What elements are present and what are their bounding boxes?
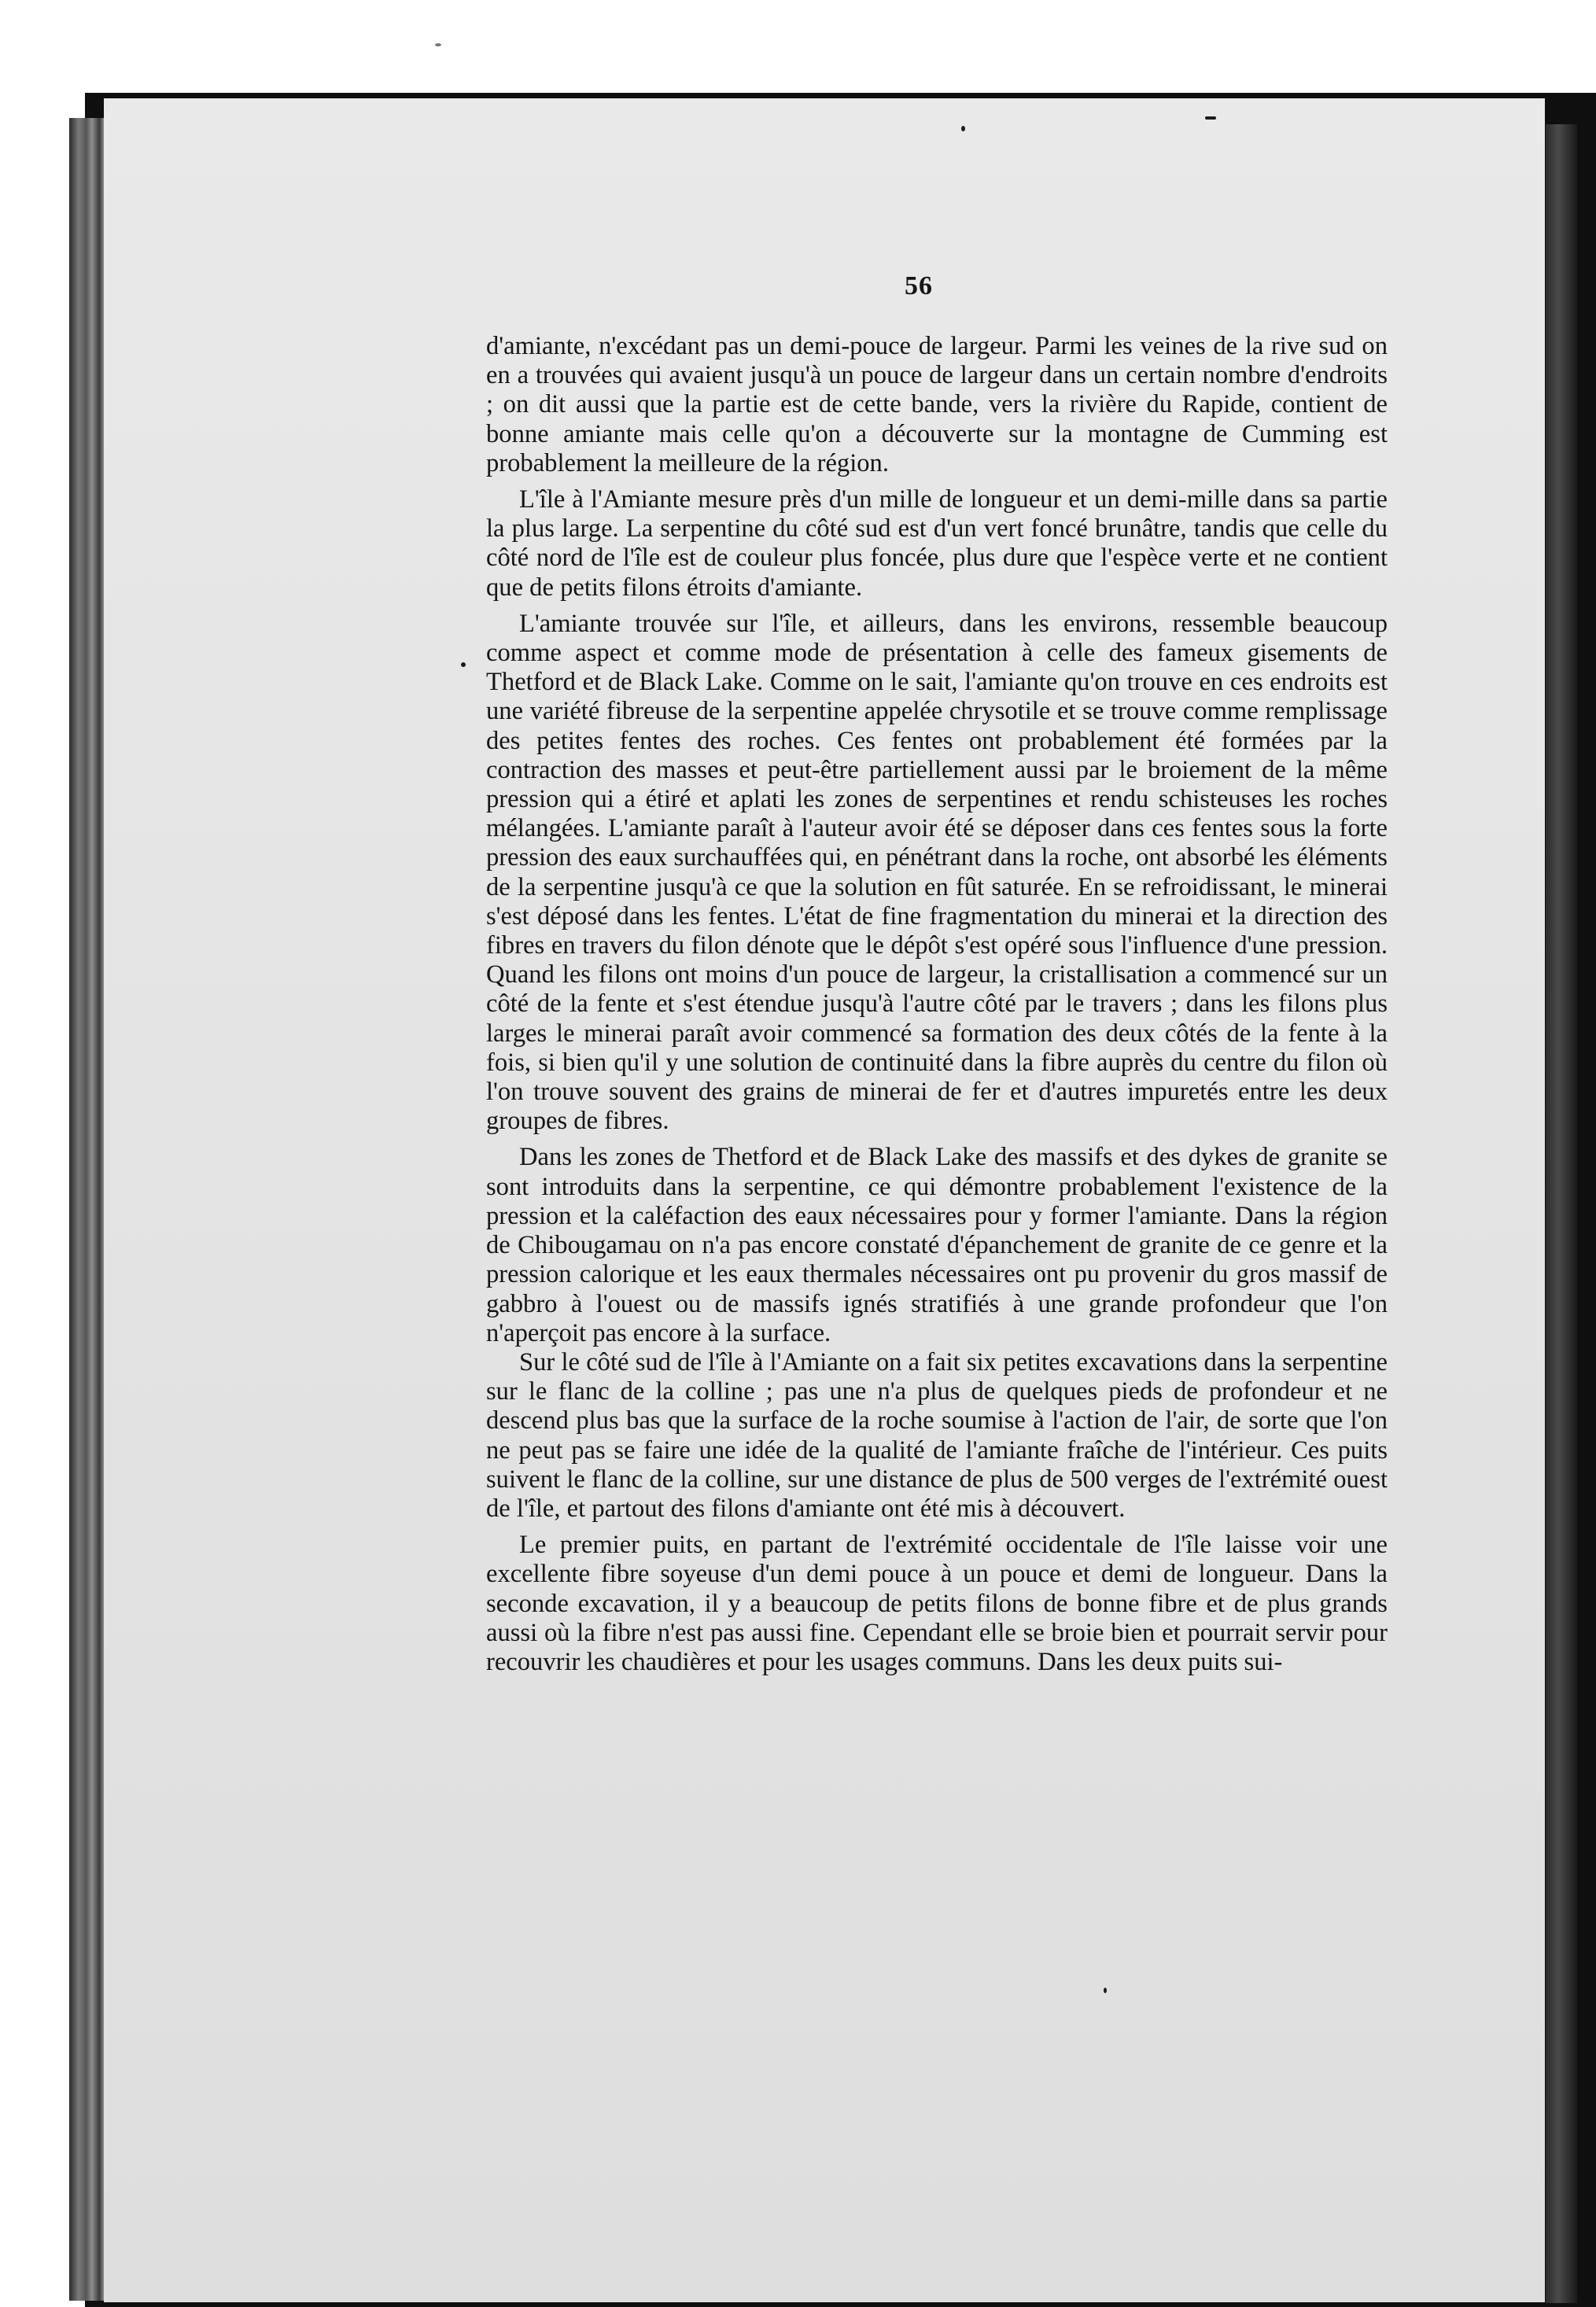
paragraph: Sur le côté sud de l'île à l'Amiante on a fait six petites excavations dans la serpentine sur le flanc de la colline ; pas une n'a plus de quelques pieds de profondeur et ne descend plus bas que la surface de la roche soumise à l'action de l'air, de sorte que l'on ne peut pas se faire une idée de la qualité de l'amiante fraîche de l'intérieur. Ces puits suivent le flanc de la colline, sur une distance de plus de 500 verges de l'extrémité ouest de l'île, et partout des filons d'amiante ont été mis à découvert. bbox=[486, 1347, 1388, 1523]
scan-speck bbox=[435, 43, 441, 46]
paragraph: Le premier puits, en partant de l'extrémité occidentale de l'île laisse voir une excellente fibre soyeuse d'un demi pouce à un pouce et demi de longueur. Dans la seconde excavation, il y a beaucoup de petits filons de bonne fibre et de plus grands aussi où la fibre n'est pas aussi fine. Cependant elle se broie bien et pourrait servir pour recouvrir les chaudières et pour les usages communs. Dans les deux puits sui- bbox=[486, 1531, 1388, 1676]
body-text bbox=[486, 332, 1388, 1677]
paragraph: d'amiante, n'excédant pas un demi-pouce de largeur. Parmi les veines de la rive sud on en a trouvées qui avaient jusqu'à un pouce de largeur dans un certain nombre d'endroits ; on dit aussi que la partie est de cette bande, vers la rivière du Rapide, contient de bonne amiante mais celle qu'on a découverte sur la montagne de Cumming est probablement la meilleure de la région. bbox=[486, 332, 1388, 477]
page-stack-edge bbox=[69, 118, 107, 2301]
scan-speck bbox=[1205, 116, 1216, 120]
scan-speck bbox=[461, 662, 466, 667]
scan-speck bbox=[961, 126, 965, 131]
scan-speck bbox=[1104, 1988, 1107, 1993]
paragraph: L'amiante trouvée sur l'île, et ailleurs, dans les environs, ressemble beaucoup comme aspect et comme mode de présentation à celle des fameux gisements de Thetford et de Black Lake. Comme on le sait, l'amiante qu'on trouve en ces endroits est une variété fibreuse de la serpentine appelée chrysotile et se trouve comme remplissage des petites fentes des roches. Ces fentes ont probablement été formées par la contraction des masses et peut-être partiellement aussi par le broiement de la même pression qui a étiré et aplati les zones de serpentines et rendu schisteuses les roches mélangées. L'amiante paraît à l'auteur avoir été se déposer dans ces fentes sous la forte pression des eaux surchauffées qui, en pénétrant dans la roche, ont absorbé les éléments de la serpentine jusqu'à ce que la solution en fût saturée. En se refroidissant, le minerai s'est déposé dans les fentes. L'état de fine fragmentation du minerai et la direction des fibres en travers du filon dénote que le dépôt s'est opéré sous l'influence d'une pression. Quand les filons ont moins d'un pouce de largeur, la cristallisation a commencé sur un côté de la fente et s'est étendue jusqu'à l'autre côté par le travers ; dans les filons plus larges le minerai paraît avoir commencé sa formation des deux côtés de la fente à la fois, si bien qu'il y une solution de continuité dans la fibre auprès du centre du filon où l'on trouve souvent des grains de minerai de fer et d'autres impuretés entre les deux groupes de fibres. bbox=[486, 609, 1388, 1136]
paragraph: Dans les zones de Thetford et de Black Lake des massifs et des dykes de granite se sont introduits dans la serpentine, ce qui démontre probablement l'existence de la pression et la caléfaction des eaux nécessaires pour y former l'amiante. Dans la région de Chibougamau on n'a pas encore constaté d'épanchement de granite de ce genre et la pression calorique et les eaux thermales nécessaires ont pu provenir du gros massif de gabbro à l'ouest ou de massifs ignés stratifiés à une grande profondeur que l'on n'aperçoit pas encore à la surface. bbox=[486, 1143, 1388, 1347]
page-number: 56 bbox=[905, 271, 933, 300]
right-page-edge bbox=[1546, 124, 1577, 2303]
paragraph: L'île à l'Amiante mesure près d'un mille de longueur et un demi-mille dans sa partie la plus large. La serpentine du côté sud est d'un vert foncé brunâtre, tandis que celle du côté nord de l'île est de couleur plus foncée, plus dure que l'espèce verte et ne contient que de petits filons étroits d'amiante. bbox=[486, 485, 1388, 602]
